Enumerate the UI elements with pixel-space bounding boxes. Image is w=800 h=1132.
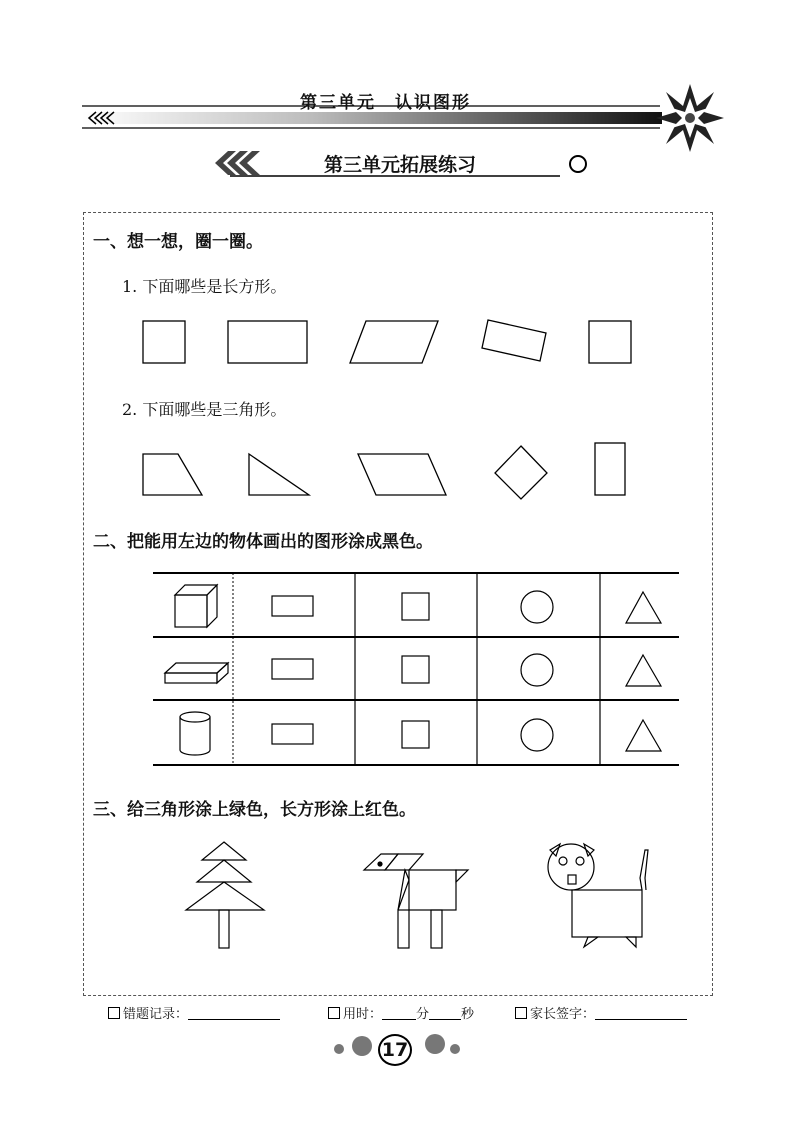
candidate-square [143,321,185,363]
question-1: 1. 下面哪些是长方形。 [122,277,287,296]
coloring-figures [0,830,800,970]
candidate-square-2 [589,321,631,363]
minutes-unit: 分 [416,1007,430,1022]
decor-dot-right-large [425,1034,445,1054]
row1-triangle [626,592,661,623]
cat-figure [548,844,648,947]
row1-circle [521,591,553,623]
candidate-right-triangle [249,454,309,495]
row3-triangle [626,720,661,751]
time-used [328,1003,474,1022]
parent-label: 家长签字： [530,1007,596,1022]
section2-heading: 二、把能用左边的物体画出的图形涂成黑色。 [93,532,433,552]
mistakes-checkbox[interactable] [108,1007,120,1019]
flat-box-icon [165,663,228,683]
parent-checkbox[interactable] [515,1007,527,1019]
row2-triangle [626,655,661,686]
row1-rectangle [272,596,313,616]
section1-heading: 一、想一想，圈一圈。 [93,232,263,252]
row3-square [402,721,429,748]
candidate-trapezoid [143,454,202,495]
signature-blank[interactable] [595,1007,687,1020]
minutes-blank[interactable] [382,1007,416,1020]
section3-heading: 三、给三角形涂上绿色，长方形涂上红色。 [93,800,416,820]
candidate-parallelogram-2 [358,454,446,495]
rectangle-candidates [0,300,800,560]
cube-icon [175,585,217,627]
mistakes-record [108,1003,280,1022]
mistakes-label: 错题记录： [123,1007,189,1022]
row2-square [402,656,429,683]
decor-dot-right-small [450,1044,460,1054]
row2-rectangle [272,659,313,679]
unit-title: 第三单元 认识图形 [300,93,471,113]
parent-signature [515,1003,687,1022]
candidate-rectangle [228,321,307,363]
page-number: 17 [378,1034,412,1066]
header-banner [0,0,800,160]
question-2: 2. 下面哪些是三角形。 [122,400,287,419]
candidate-tilted-rectangle [482,320,546,361]
tree-figure [186,842,264,948]
dog-figure [364,854,468,948]
row3-rectangle [272,724,313,744]
candidate-tall-rectangle [595,443,625,495]
mistakes-blank[interactable] [188,1007,280,1020]
star-emblem-icon [656,84,724,152]
cylinder-icon [180,712,210,755]
candidate-parallelogram [350,321,438,363]
time-checkbox[interactable] [328,1007,340,1019]
shape-table [0,560,800,780]
seconds-blank[interactable] [429,1007,461,1020]
row1-square [402,593,429,620]
decor-dot-left-large [352,1036,372,1056]
decor-dot-left-small [334,1044,344,1054]
time-label: 用时： [343,1007,383,1022]
row2-circle [521,654,553,686]
row3-circle [521,719,553,751]
triangle-candidates [0,440,800,520]
candidate-diamond [495,446,547,499]
exercise-title: 第三单元拓展练习 [323,154,476,176]
seconds-unit: 秒 [461,1007,475,1022]
